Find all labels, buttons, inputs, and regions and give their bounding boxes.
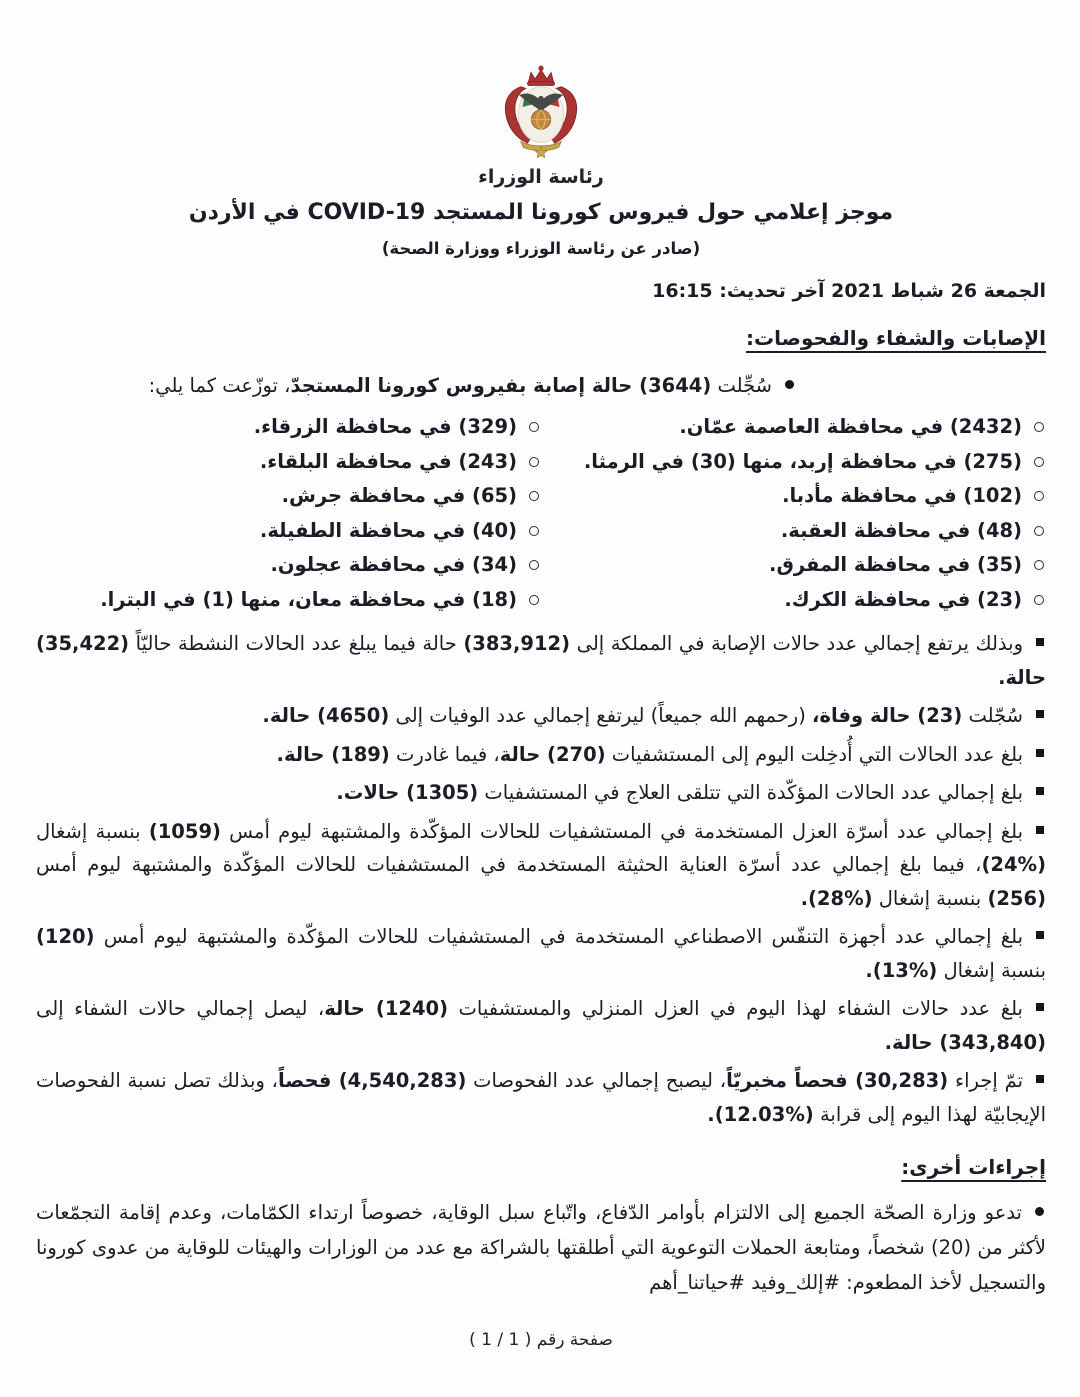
stat-value: (270) حالة [499,742,606,766]
logo-caption: رئاسة الوزراء [478,166,604,188]
governorate-text: (23) في محافظة الكرك. [784,587,1022,611]
stat-value: (%13). [865,958,938,982]
page-title: موجز إعلامي حول فيروس كورونا المستجد COVID-19 في الأردن [188,200,894,225]
page-subtitle: (صادر عن رئاسة الوزراء ووزارة الصحة) [381,239,701,258]
stat-text: ، ليصبح إجمالي عدد الفحوصات [466,1069,727,1092]
circle-bullet-icon [529,457,539,467]
stat-value: (189) حالة. [276,742,390,766]
date-line: الجمعة 26 شباط 2021 آخر تحديث: 16:15 [652,280,1046,302]
square-bullet-icon [1036,826,1044,834]
stat-text: ، ليصل إجمالي حالات الشفاء إلى [36,997,325,1020]
stat-value: (%28). [800,886,873,910]
governorate-text: (18) في محافظة معان، منها (1) في البترا. [100,587,517,611]
square-bullet-icon [1036,1003,1044,1011]
jordan-coat-of-arms-icon [482,64,600,160]
governorate-item [541,445,1046,480]
stat-text: سُجّلت [962,704,1023,727]
stat-bullet [36,992,1046,1059]
stat-text: بنسبة إشغال [872,886,988,910]
stat-value: (4,540,283) فحصاً [277,1069,467,1092]
governorate-text: (102) في محافظة مأدبا. [782,484,1022,507]
governorate-text: (65) في محافظة جرش. [281,484,517,507]
stat-text: وبذلك يرتفع إجمالي عدد حالات الإصابة في المملكة إلى [570,632,1023,655]
circle-bullet-icon [529,595,539,605]
governorate-item [36,583,541,618]
other-procedures-text: تدعو وزارة الصحّة الجميع إلى الالتزام بأوامر الدّفاع، واتّباع سبل الوقاية، خصوصاً ارتداء الكمّامات، وعدم إقامة التجمّعات لأكثر من (20) شخصاً، ومتابعة الحملات التوعوية التي أطلقتها بالشراكة مع عدد من الوزارات والهيئات للوقاية من عدوى كورونا والتسجيل لأخذ المطعوم: #إلك_وفيد #حياتنا_أهم [36,1201,1046,1294]
section-heading-other: إجراءات أخرى: [901,1155,1046,1179]
governorate-text: (34) في محافظة عجلون. [270,553,517,576]
stat-text: حالة فيما يبلغ عدد الحالات النشطة حاليّاً [129,632,464,655]
stat-text: ، فيما غادرت [389,742,500,766]
governorate-item [541,479,1046,514]
stat-text: بلغ إجمالي عدد أجهزة التنفّس الاصطناعي المستخدمة في المستشفيات للحالات المؤكّدة والمشتبهة ليوم أمس [94,925,1023,948]
governorate-text: (2432) في محافظة العاصمة عمّان. [679,415,1022,438]
page-number-footer: صفحة رقم ( 1 / 1 ) [469,1330,613,1350]
stat-text: بلغ عدد الحالات التي أُدخِلت اليوم إلى المستشفيات [605,742,1023,766]
stat-value: (4650) حالة. [262,704,390,727]
governorates-list [36,410,1046,617]
stat-value: (35,422) حالة. [36,632,1046,689]
governorate-text: (40) في محافظة الطفيلة. [259,518,517,542]
stat-text: تمّ إجراء [948,1069,1024,1092]
circle-bullet-icon [1034,422,1044,432]
governorate-item [541,410,1046,445]
intro-post: ، توزّعت كما يلي: [148,374,291,397]
governorate-item [36,410,541,445]
square-bullet-icon [1036,1075,1044,1083]
governorate-item [36,479,541,514]
governorate-text: (243) في محافظة البلقاء. [259,449,517,473]
stat-bullet [36,738,1046,772]
stat-text: (رحمهم الله جميعاً) ليرتفع إجمالي عدد الوفيات إلى [389,704,813,727]
stat-text: ، وبذلك تصل نسبة الفحوصات الإيجابيّة لهذا اليوم إلى قرابة [36,1069,1046,1126]
governorate-item [541,583,1046,618]
governorate-text: (329) في محافظة الزرقاء. [253,415,517,438]
governorate-item [36,548,541,583]
stat-text: بنسبة إشغال [937,958,1046,982]
stat-value: (%24) [981,853,1046,876]
governorate-text: (48) في محافظة العقبة. [780,518,1022,542]
intro-total-cases: (3644) حالة إصابة بفيروس كورونا المستجدّ [290,374,712,397]
stat-bullet [36,627,1046,694]
stat-text: بلغ إجمالي عدد أسرّة العزل المستخدمة في المستشفيات للحالات المؤكّدة والمشتبهة ليوم أمس [220,819,1024,843]
governorate-item [541,548,1046,583]
stat-text: بنسبة إشغال [36,819,149,843]
stat-value: (1059) [148,819,221,843]
stat-bullet [36,699,1046,733]
stat-text: بلغ عدد حالات الشفاء لهذا اليوم في العزل المنزلي والمستشفيات [448,997,1023,1020]
intro-pre: سُجِّلت [711,374,772,397]
governorates-column-left [36,410,541,617]
square-bullet-icon [1036,638,1044,646]
section-heading-cases: الإصابات والشفاء والفحوصات: [746,326,1046,350]
square-bullet-icon [1036,749,1044,757]
governorates-column-right [541,410,1046,617]
stat-value: (1305) حالات. [336,781,479,804]
stat-value: (343,840) حالة. [884,1030,1046,1054]
square-bullet-icon [1036,787,1044,795]
other-procedures-bullet [36,1195,1046,1300]
stat-text: ، فيما بلغ إجمالي عدد أسرّة العناية الحثيثة المستخدمة في المستشفيات للحالات المؤكّدة والمشتبهة ليوم أمس [36,853,982,876]
stat-bullet [36,815,1046,916]
dot-bullet-icon [785,380,794,389]
dot-bullet-icon [1035,1207,1044,1216]
governorate-text: (275) في محافظة إربد، منها (30) في الرمثا. [583,449,1022,473]
governorate-text: (35) في محافظة المفرق. [769,553,1022,576]
circle-bullet-icon [1034,526,1044,536]
logo-area [36,64,1046,188]
circle-bullet-icon [529,560,539,570]
circle-bullet-icon [1034,560,1044,570]
stat-bullet [36,776,1046,810]
square-bullet-icon [1036,710,1044,718]
circle-bullet-icon [529,422,539,432]
square-bullet-icon [1036,931,1044,939]
governorate-item [36,514,541,549]
stat-bullet [36,1064,1046,1131]
stat-value: (256) [987,886,1046,910]
new-cases-intro-bullet [36,370,796,402]
stat-value: (120) [36,925,95,948]
governorate-item [541,514,1046,549]
circle-bullet-icon [1034,595,1044,605]
stat-value: (383,912) [463,632,571,655]
stat-text: بلغ إجمالي عدد الحالات المؤكّدة التي تتلقى العلاج في المستشفيات [478,781,1023,804]
governorate-item [36,445,541,480]
circle-bullet-icon [1034,457,1044,467]
stat-value: (1240) حالة [324,997,449,1020]
circle-bullet-icon [529,526,539,536]
stat-bullet [36,920,1046,987]
statistics-list [36,627,1046,1131]
circle-bullet-icon [1034,491,1044,501]
stat-value: (23) حالة وفاة، [812,704,963,727]
circle-bullet-icon [529,491,539,501]
stat-value: (30,283) فحصاً مخبريّاً [726,1069,949,1092]
stat-value: (%12.03). [707,1102,814,1126]
